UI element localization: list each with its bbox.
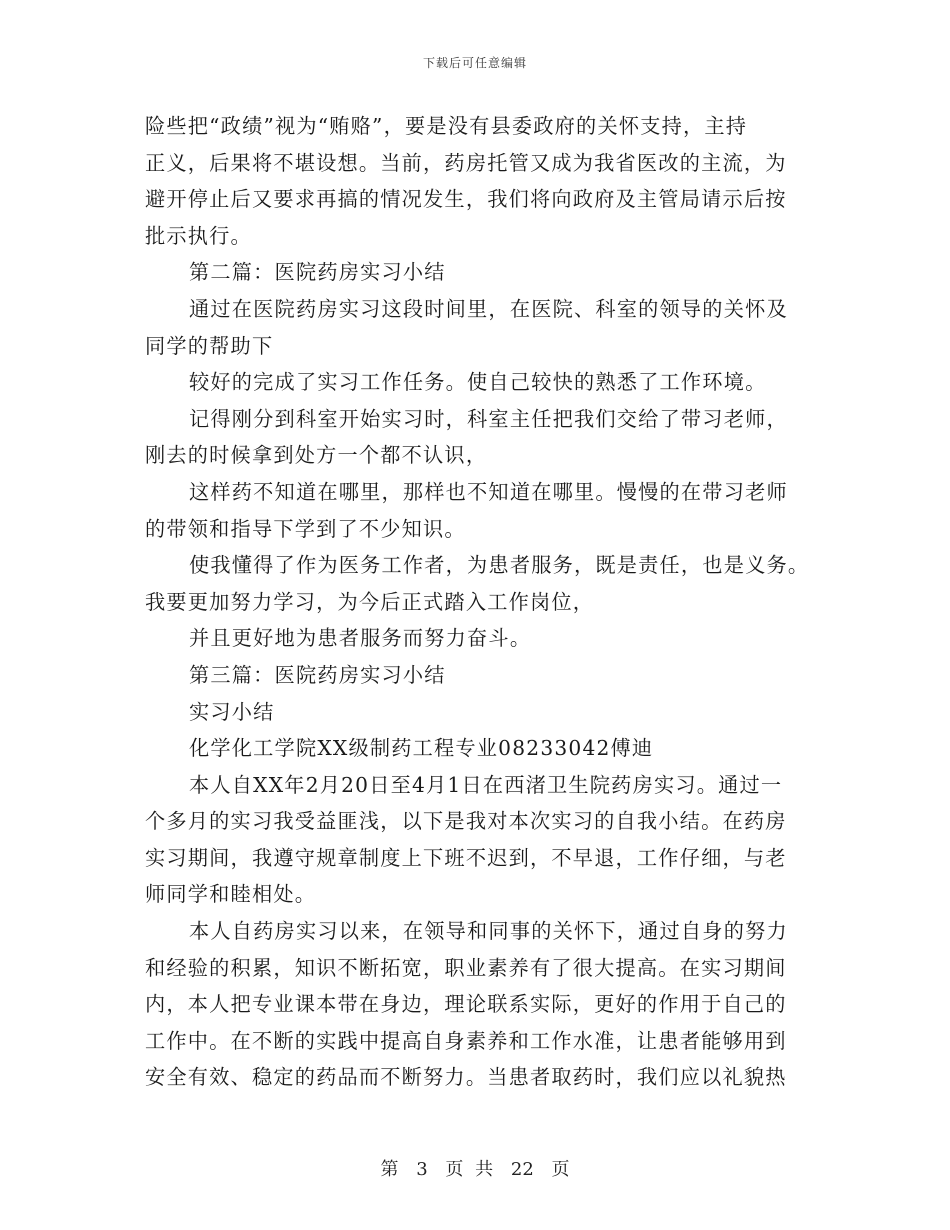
- text-line: 第二篇：医院药房实习小结: [189, 260, 446, 285]
- text-line: 较好的完成了实习工作任务。使自己较快的熟悉了工作环境。: [189, 370, 767, 395]
- text-line: 通过在医院药房实习这段时间里，在医院、科室的领导的关怀及: [189, 296, 788, 321]
- text-line: 和经验的积累，知识不断拓宽，职业素养有了很大提高。在实习期间: [145, 955, 787, 980]
- footer-total-pages: 22: [510, 1159, 534, 1180]
- footer-suffix: 页: [551, 1159, 570, 1180]
- footer-page-number: 3: [416, 1159, 428, 1180]
- text-line: 使我懂得了作为医务工作者，为患者服务，既是责任，也是义务。: [189, 553, 810, 578]
- text-line: 实习小结: [189, 699, 275, 724]
- text-line: 记得刚分到科室开始实习时，科室主任把我们交给了带习老师，: [189, 406, 788, 431]
- text-line: 同学的帮助下: [145, 333, 274, 358]
- footer-prefix: 第: [380, 1159, 399, 1180]
- text-line: 并且更好地为患者服务而努力奋斗。: [189, 626, 532, 651]
- text-line: 个多月的实习我受益匪浅，以下是我对本次实习的自我小结。在药房: [145, 809, 787, 834]
- text-line: 刚去的时候拿到处方一个都不认识，: [145, 443, 488, 468]
- text-line: 内，本人把专业课本带在身边，理论联系实际，更好的作用于自己的: [145, 992, 787, 1017]
- page-header: 下载后可任意编辑: [422, 56, 527, 70]
- text-line: 第三篇：医院药房实习小结: [189, 662, 446, 687]
- text-line: 安全有效、稳定的药品而不断努力。当患者取药时，我们应以礼貌热: [145, 1065, 787, 1090]
- document-body: [145, 108, 811, 1096]
- text-line: 正义，后果将不堪设想。当前，药房托管又成为我省医改的主流，为: [145, 150, 787, 175]
- text-line: 化学化工学院XX级制药工程专业08233042傅迪: [189, 736, 654, 761]
- text-line: 工作中。在不断的实践中提高自身素养和工作水准，让患者能够用到: [145, 1028, 787, 1053]
- text-line: 本人自药房实习以来，在领导和同事的关怀下，通过自身的努力: [189, 919, 788, 944]
- text-line: 本人自XX年2月20日至4月1日在西渚卫生院药房实习。通过一: [189, 772, 783, 797]
- text-line: 我要更加努力学习，为今后正式踏入工作岗位，: [145, 589, 595, 614]
- footer-middle: 页 共: [445, 1159, 494, 1180]
- page-footer: [0, 1155, 950, 1181]
- text-line: 批示执行。: [145, 223, 252, 248]
- text-line: 险些把“政绩”视为“贿赂”，要是没有县委政府的关怀支持，主持: [145, 114, 748, 138]
- text-line: 避开停止后又要求再搞的情况发生，我们将向政府及主管局请示后按: [145, 187, 787, 212]
- text-line: 实习期间，我遵守规章制度上下班不迟到，不早退，工作仔细，与老: [145, 845, 787, 870]
- text-line: 的带领和指导下学到了不少知识。: [145, 516, 466, 541]
- text-line: 师同学和睦相处。: [145, 882, 317, 907]
- text-line: 这样药不知道在哪里，那样也不知道在哪里。慢慢的在带习老师: [189, 479, 788, 504]
